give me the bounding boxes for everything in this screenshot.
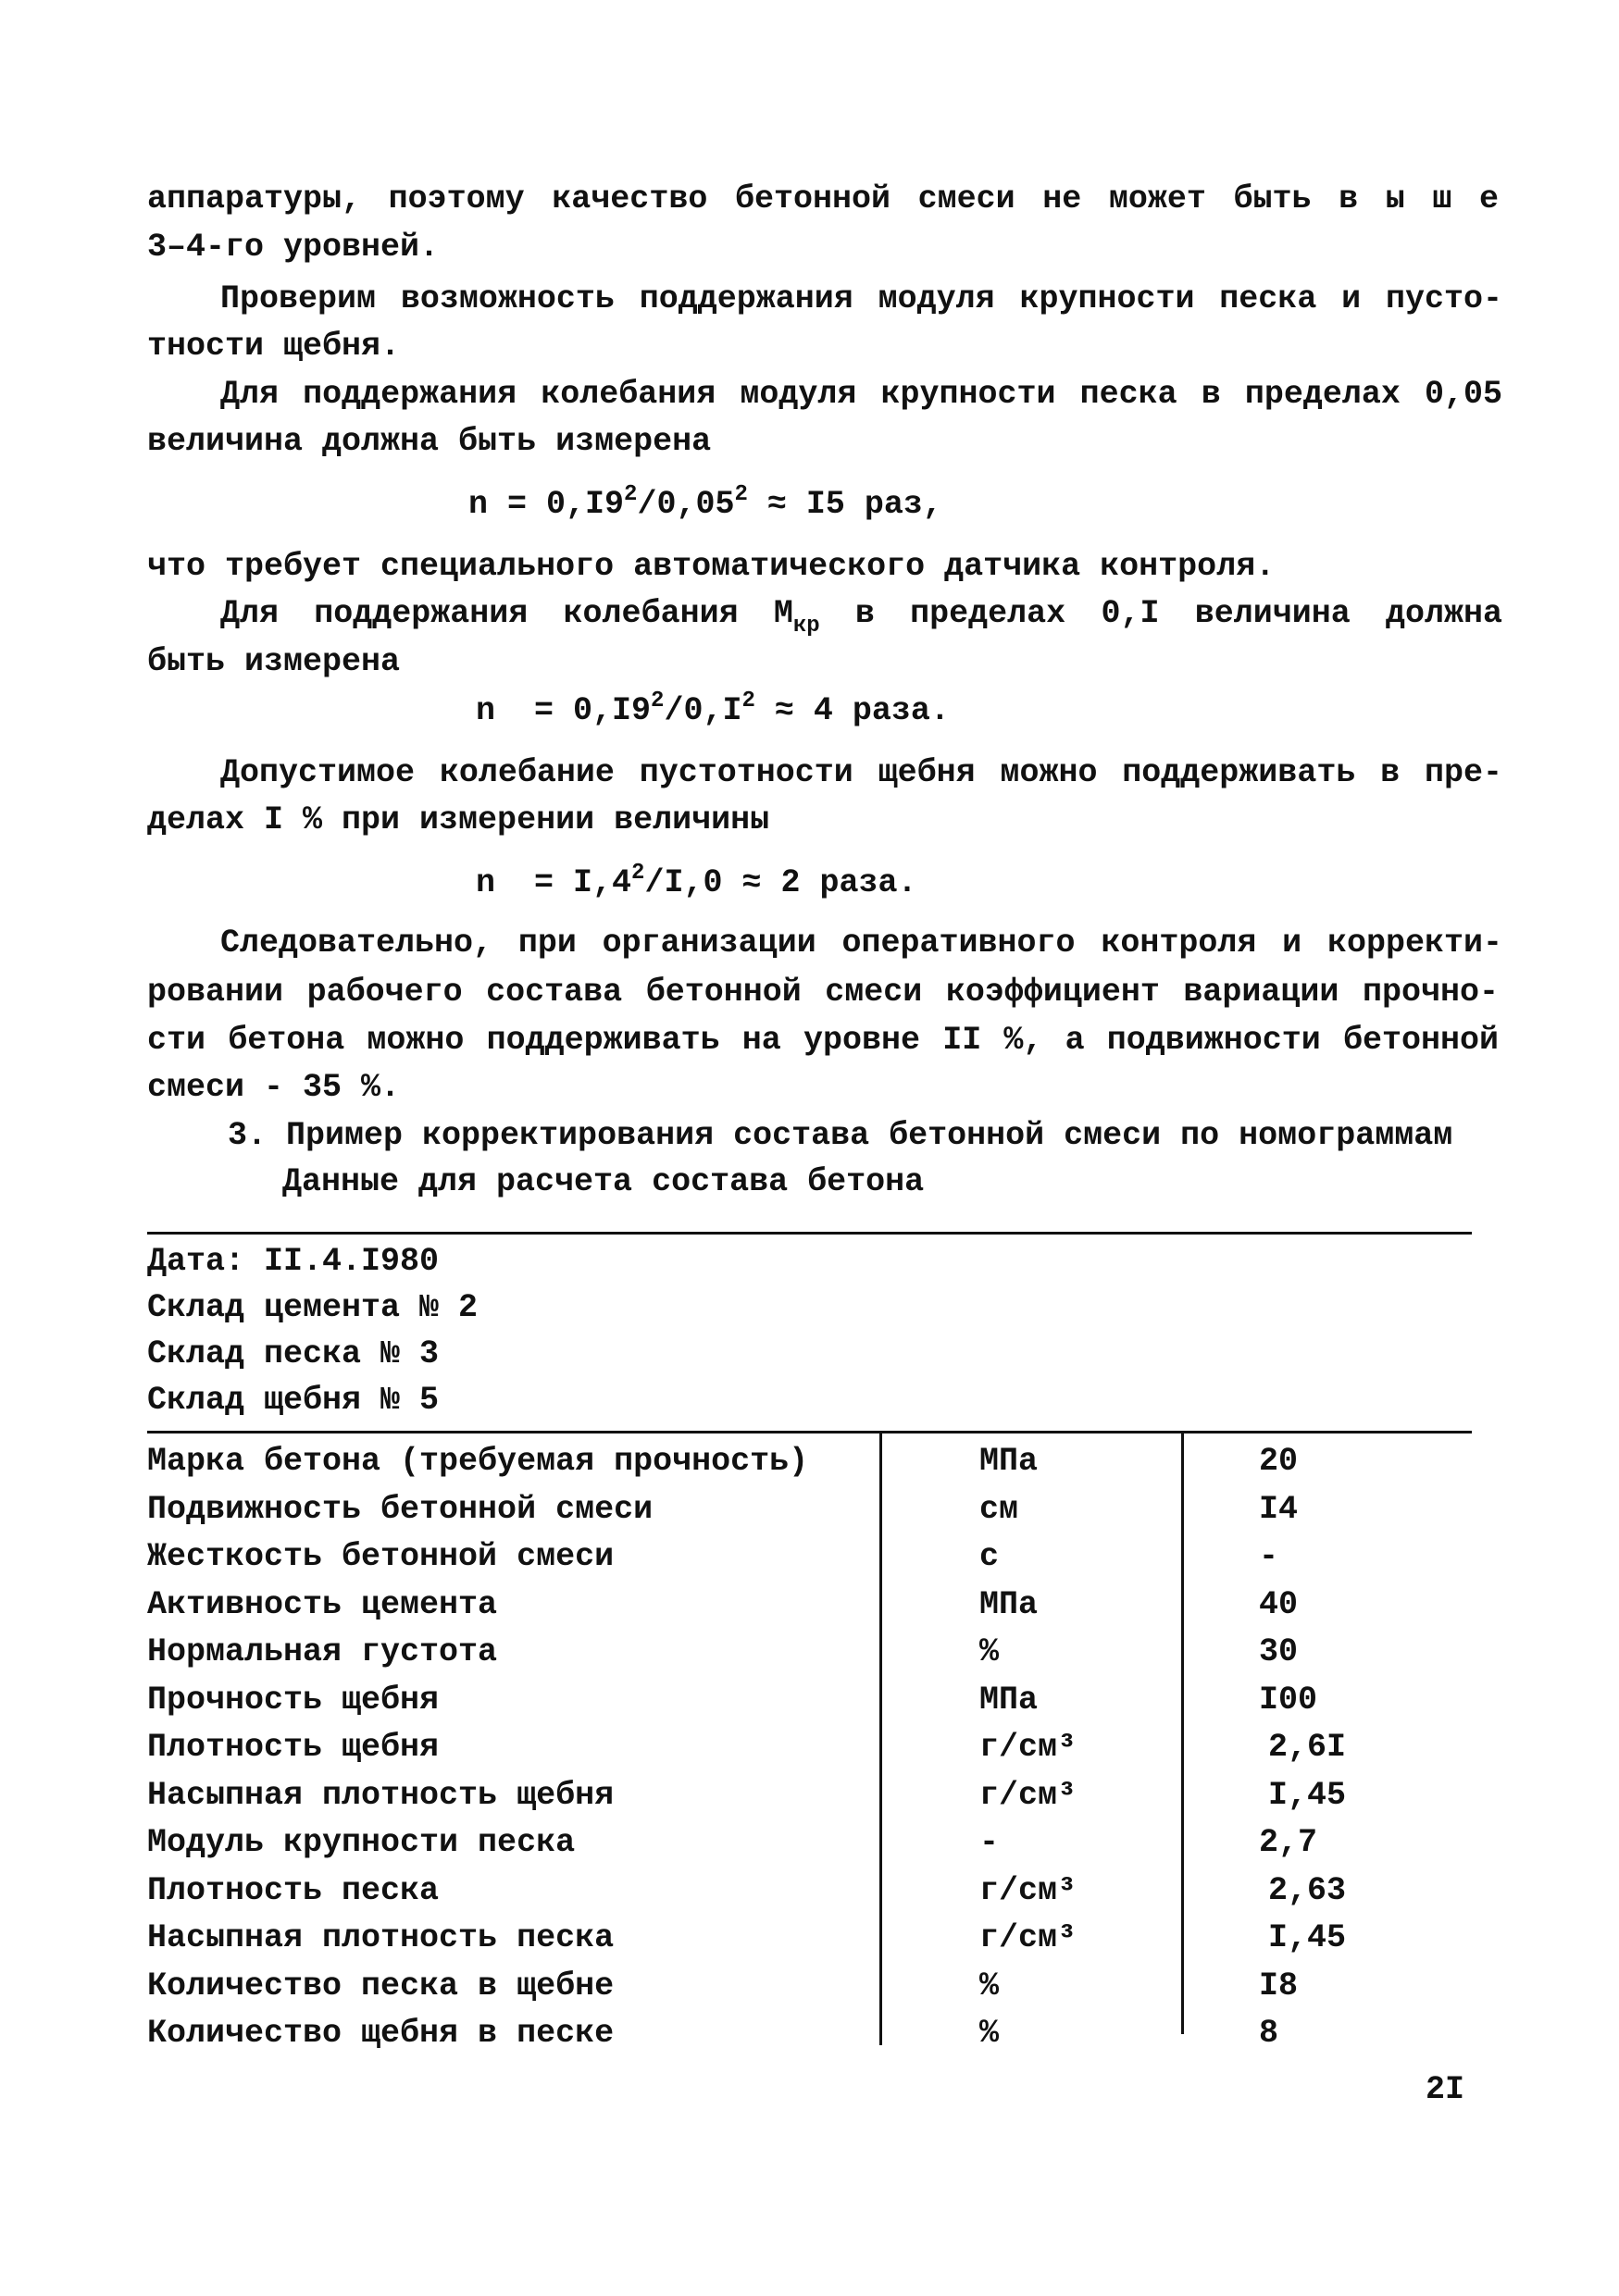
text-line	[147, 326, 400, 366]
table-cell-name: Прочность щебня	[147, 1681, 440, 1719]
table-cell-unit: %	[979, 2015, 1000, 2052]
table-cell-name: Количество песка в щебне	[147, 1967, 615, 2004]
table-cell-name: Плотность щебня	[147, 1729, 440, 1766]
table-cell-value: 2,6I	[1268, 1729, 1347, 1766]
text-line	[147, 641, 400, 682]
text-line	[147, 800, 769, 840]
text-line	[220, 923, 1502, 963]
table-cell-unit: %	[979, 1967, 1000, 2004]
table-top-rule	[147, 1232, 1472, 1235]
table-header-rule	[147, 1431, 1472, 1433]
formula	[476, 863, 917, 903]
table-cell-name: Плотность песка	[147, 1871, 440, 1909]
superscript: 2	[624, 482, 638, 507]
table-cell-value: I00	[1259, 1681, 1318, 1719]
text-run: Данные для расчета состава бетона	[282, 1163, 925, 1200]
text-line	[228, 1115, 1452, 1156]
subscript: кр	[792, 614, 820, 639]
text-line	[147, 546, 1275, 587]
text-line	[147, 179, 1499, 219]
text-run: ровании рабочего состава бетонной смеси коэффициент вариации прочно-	[147, 974, 1499, 1011]
table-header-info: Склад песка № 3	[147, 1335, 440, 1372]
text-run: аппаратуры, поэтому качество бетонной смеси не может быть в ы ш е	[147, 180, 1499, 217]
table-cell-name: Количество щебня в песке	[147, 2015, 615, 2052]
table-cell-unit: г/см³	[979, 1776, 1077, 1814]
table-cell-value: 2,63	[1268, 1871, 1347, 1909]
text-run: тности щебня.	[147, 328, 401, 365]
table-cell-name: Жесткость бетонной смеси	[147, 1538, 615, 1575]
text-run: ≈ 4 раза.	[754, 692, 950, 729]
table-cell-value: 40	[1259, 1585, 1299, 1623]
table-cell-unit: %	[979, 1633, 1000, 1670]
text-run: Для поддержания колебания М	[220, 595, 793, 632]
text-run: /0,I	[664, 692, 742, 729]
table-cell-value: I,45	[1268, 1919, 1347, 1956]
table-cell-unit: МПа	[979, 1681, 1039, 1719]
text-run: величина должна быть измерена	[147, 423, 712, 460]
table-cell-value: I,45	[1268, 1776, 1347, 1814]
superscript: 2	[741, 689, 755, 714]
table-header-info: Склад цемента № 2	[147, 1289, 479, 1326]
text-run: n = I,4	[476, 864, 632, 901]
text-run: что требует специального автоматического датчика контроля.	[147, 548, 1276, 585]
table-cell-value: 2,7	[1259, 1824, 1318, 1861]
text-run: n = 0,I9	[476, 692, 652, 729]
column-divider-2	[1181, 1433, 1184, 2034]
table-cell-unit: МПа	[979, 1585, 1039, 1623]
superscript: 2	[631, 861, 645, 886]
table-cell-unit: г/см³	[979, 1919, 1077, 1956]
text-run: делах I % при измерении величины	[147, 801, 770, 838]
text-line	[220, 752, 1502, 793]
text-line	[147, 1067, 400, 1108]
text-run: смеси - 35 %.	[147, 1069, 401, 1106]
text-run: n = 0,I9	[468, 486, 625, 523]
text-run: ≈ I5 раз,	[747, 486, 942, 523]
table-cell-name: Активность цемента	[147, 1585, 498, 1623]
text-line	[147, 1020, 1499, 1061]
text-run: быть измерена	[147, 643, 401, 680]
table-cell-value: 30	[1259, 1633, 1299, 1670]
table-cell-unit: см	[979, 1490, 1019, 1528]
table-cell-name: Насыпная плотность щебня	[147, 1776, 615, 1814]
text-run: Следовательно, при организации оперативного контроля и корректи-	[220, 925, 1502, 962]
text-line	[147, 972, 1499, 1012]
table-cell-unit: г/см³	[979, 1871, 1077, 1909]
text-line	[220, 279, 1502, 319]
table-cell-name: Подвижность бетонной смеси	[147, 1490, 654, 1528]
formula	[468, 484, 942, 525]
superscript: 2	[734, 482, 748, 507]
text-run: /I,0 ≈ 2 раза.	[644, 864, 917, 901]
page-number: 2I	[1426, 2071, 1465, 2108]
text-run: сти бетона можно поддерживать на уровне II %, а подвижности бетонной	[147, 1022, 1499, 1059]
text-line	[147, 227, 439, 267]
table-cell-name: Марка бетона (требуемая прочность)	[147, 1443, 809, 1480]
table-header-info: Дата: II.4.I980	[147, 1243, 440, 1280]
text-line	[220, 374, 1502, 415]
text-run: в пределах 0,I величина должна	[819, 595, 1503, 632]
table-cell-value: I4	[1259, 1490, 1299, 1528]
text-run: /0,05	[637, 486, 735, 523]
text-line	[282, 1161, 924, 1202]
table-cell-unit: г/см³	[979, 1729, 1077, 1766]
table-cell-name: Модуль крупности песка	[147, 1824, 576, 1861]
table-cell-value: 8	[1259, 2015, 1279, 2052]
table-cell-value: I8	[1259, 1967, 1299, 2004]
text-run: Для поддержания колебания модуля крупности песка в пределах 0,05	[220, 376, 1502, 413]
formula	[476, 690, 950, 731]
text-run: Проверим возможность поддержания модуля крупности песка и пусто-	[220, 280, 1502, 317]
text-line	[220, 593, 1503, 639]
superscript: 2	[651, 689, 665, 714]
table-cell-value: 20	[1259, 1443, 1299, 1480]
text-run: 3–4-го уровней.	[147, 229, 440, 266]
text-line	[147, 421, 711, 462]
table-header-info: Склад щебня № 5	[147, 1382, 440, 1419]
text-run: 3. Пример корректирования состава бетонной смеси по номограммам	[228, 1117, 1453, 1154]
table-cell-name: Насыпная плотность песка	[147, 1919, 615, 1956]
column-divider-1	[879, 1433, 882, 2045]
table-cell-unit: МПа	[979, 1443, 1039, 1480]
table-cell-name: Нормальная густота	[147, 1633, 498, 1670]
table-cell-unit: с	[979, 1538, 1000, 1575]
table-cell-unit: -	[979, 1824, 1000, 1861]
table-cell-value: -	[1259, 1538, 1279, 1575]
text-run: Допустимое колебание пустотности щебня можно поддерживать в пре-	[220, 754, 1502, 791]
